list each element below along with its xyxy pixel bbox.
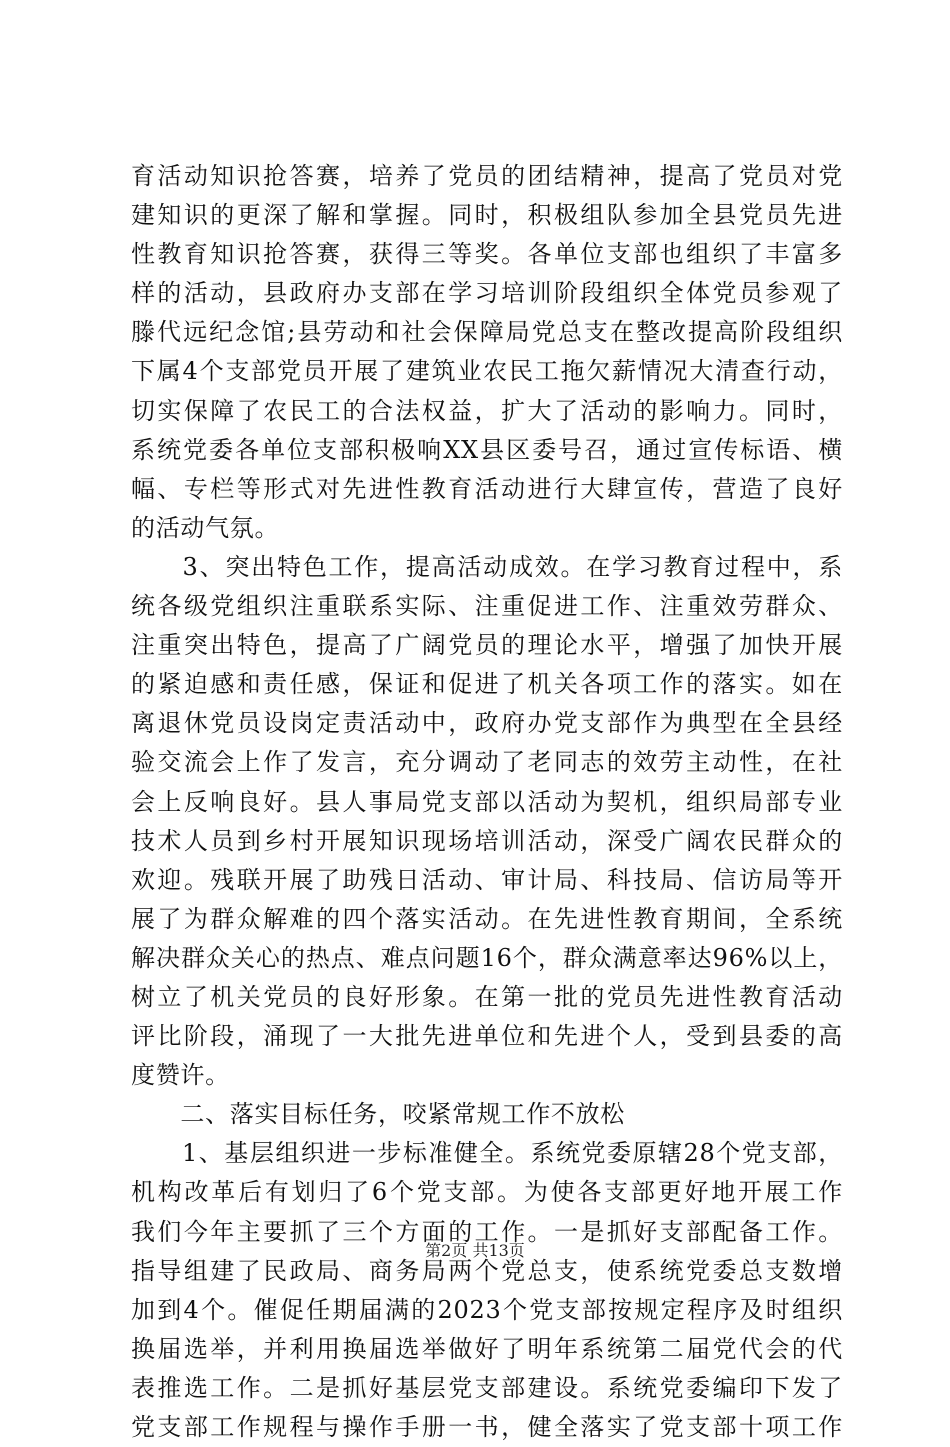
text-line: 会上反响良好。县人事局党支部以活动为契机，组织局部专业	[131, 787, 843, 816]
section-heading: 二、落实目标任务，咬紧常规工作不放松	[131, 1100, 625, 1129]
text-line: 育活动知识抢答赛，培养了党员的团结精神，提高了党员对党	[131, 162, 843, 190]
text-line: 的活动气氛。	[131, 513, 280, 542]
page-footer	[0, 1240, 950, 1262]
text-line: 性教育知识抢答赛，获得三等奖。各单位支部也组织了丰富多	[131, 240, 843, 269]
text-line: 欢迎。残联开展了助残日活动、审计局、科技局、信访局等开	[131, 865, 843, 894]
text-line: 3、突出特色工作，提高活动成效。在学习教育过程中，系	[131, 552, 843, 581]
text-line: 的紧迫感和责任感，保证和促进了机关各项工作的落实。如在	[131, 670, 843, 699]
text-line: 树立了机关党员的良好形象。在第一批的党员先进性教育活动	[131, 982, 843, 1011]
text-line: 建知识的更深了解和掌握。同时，积极组队参加全县党员先进	[131, 201, 843, 230]
text-line: 验交流会上作了发言，充分调动了老同志的效劳主动性，在社	[131, 748, 843, 777]
text-line: 技术人员到乡村开展知识现场培训活动，深受广阔农民群众的	[131, 826, 843, 855]
text-line: 统各级党组织注重联系实际、注重促进工作、注重效劳群众、	[131, 592, 843, 621]
text-line: 加到4个。催促任期届满的2023个党支部按规定程序及时组织	[131, 1295, 843, 1324]
text-line: 机构改革后有划归了6个党支部。为使各支部更好地开展工作	[131, 1178, 843, 1207]
text-line: 指导组建了民政局、商务局两个党总支，使系统党委总支数增	[131, 1256, 843, 1285]
text-line: 1、基层组织进一步标准健全。系统党委原辖28个党支部，	[131, 1139, 843, 1168]
text-line: 切实保障了农民工的合法权益，扩大了活动的影响力。同时，	[131, 396, 843, 425]
text-line: 注重突出特色，提高了广阔党员的理论水平，增强了加快开展	[131, 631, 843, 660]
text-line: 下属4个支部党员开展了建筑业农民工拖欠薪情况大清查行动，	[131, 357, 843, 386]
text-line: 表推选工作。二是抓好基层党支部建设。系统党委编印下发了	[131, 1373, 843, 1402]
text-line: 展了为群众解难的四个落实活动。在先进性教育期间，全系统	[131, 904, 843, 933]
text-line: 换届选举，并利用换届选举做好了明年系统第二届党代会的代	[131, 1334, 843, 1363]
text-line: 系统党委各单位支部积极响XX县区委号召，通过宣传标语、横	[131, 435, 843, 464]
text-line: 样的活动，县政府办支部在学习培训阶段组织全体党员参观了	[131, 279, 843, 308]
text-line: 度赞许。	[131, 1061, 230, 1090]
text-line: 滕代远纪念馆;县劳动和社会保障局党总支在整改提高阶段组织	[131, 318, 843, 347]
text-line: 我们今年主要抓了三个方面的工作。一是抓好支部配备工作。	[131, 1217, 843, 1246]
text-line: 评比阶段，涌现了一大批先进单位和先进个人，受到县委的高	[131, 1022, 843, 1051]
text-line: 党支部工作规程与操作手册一书，健全落实了党支部十项工作	[131, 1413, 843, 1441]
text-line: 幅、专栏等形式对先进性教育活动进行大肆宣传，营造了良好	[131, 474, 843, 503]
page-number-label: 第2页 共13页	[425, 1241, 525, 1260]
text-line: 离退休党员设岗定责活动中，政府办党支部作为典型在全县经	[131, 709, 843, 738]
text-line: 解决群众关心的热点、难点问题16个，群众满意率达96%以上，	[131, 943, 843, 972]
